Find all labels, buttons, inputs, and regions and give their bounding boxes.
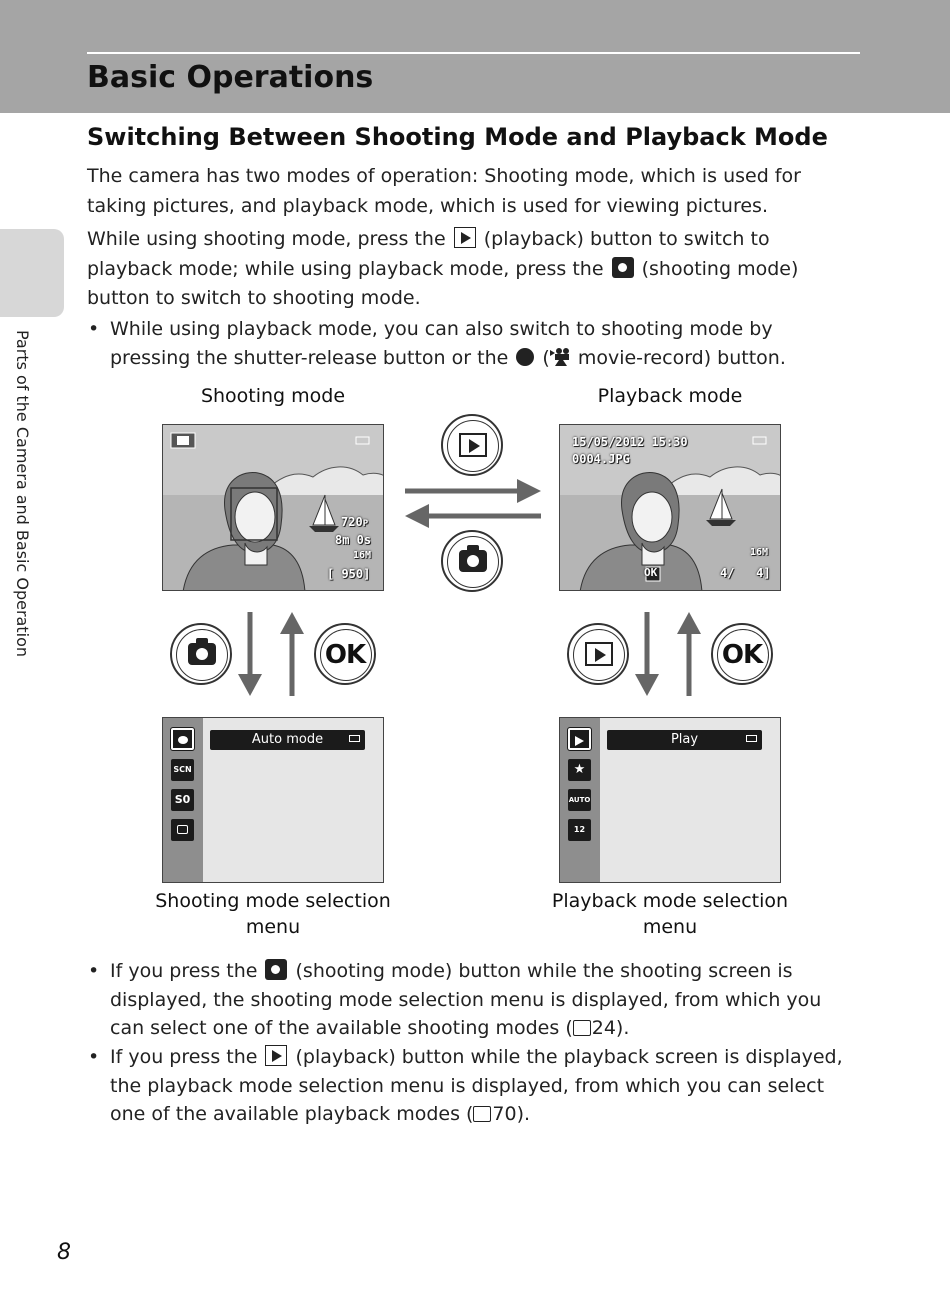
text-span: If you press the bbox=[110, 960, 264, 982]
text-span: While using shooting mode, press the bbox=[87, 228, 452, 250]
movie-quality-suffix: P bbox=[362, 519, 369, 529]
camera-icon bbox=[612, 257, 634, 278]
battery-icon bbox=[746, 735, 757, 742]
text-span: While using playback mode, you can also switch to shooting mode by pressing the shutter-release button or the bbox=[110, 318, 773, 369]
text-span: (shooting mode) button while the shooting screen is displayed, the shooting mode selection menu is displayed, from which you can select one of the available shooting modes ( bbox=[110, 960, 822, 1039]
section-title: Basic Operations bbox=[87, 60, 374, 95]
playback-icon[interactable] bbox=[568, 728, 591, 750]
side-tab bbox=[0, 229, 64, 317]
selected-mode-bar[interactable] bbox=[210, 730, 365, 750]
record-dot-icon bbox=[516, 348, 534, 366]
shooting-mode-button[interactable] bbox=[170, 623, 232, 685]
text-span: movie-record) button. bbox=[571, 346, 786, 369]
page-number: 8 bbox=[57, 1240, 71, 1265]
datetime-readout: 15/05/2012 15:30 bbox=[572, 435, 688, 449]
shooting-mode-caption: Shooting mode bbox=[200, 385, 346, 407]
mode-switch-paragraph bbox=[87, 225, 857, 314]
shooting-menu-arrows bbox=[238, 610, 308, 700]
camera-icon bbox=[459, 550, 487, 572]
page-reference[interactable]: 24 bbox=[591, 1017, 616, 1039]
bullet-item bbox=[87, 315, 857, 372]
movie-time-readout: 8m 0s bbox=[335, 533, 372, 547]
shooting-menu-screen bbox=[162, 717, 384, 883]
camera-icon[interactable] bbox=[171, 728, 194, 750]
page-reference[interactable]: 70 bbox=[492, 1103, 517, 1125]
playback-menu-caption: Playback mode selection menu bbox=[551, 890, 789, 938]
face-icon[interactable] bbox=[171, 819, 194, 841]
playback-menu-screen bbox=[559, 717, 781, 883]
playback-icon bbox=[265, 1045, 287, 1066]
ok-button[interactable] bbox=[711, 623, 773, 685]
text-span: ( bbox=[536, 346, 550, 369]
reference-book-icon bbox=[473, 1106, 491, 1122]
battery-icon bbox=[349, 735, 360, 742]
playback-button[interactable] bbox=[567, 623, 629, 685]
selected-mode-label: Play bbox=[670, 732, 699, 747]
shooting-menu-caption: Shooting mode selection menu bbox=[155, 890, 391, 938]
ok-hint-readout: OK bbox=[644, 566, 658, 579]
movie-camera-icon bbox=[550, 347, 572, 367]
filename-readout: 0004.JPG bbox=[572, 452, 630, 466]
bullet-item bbox=[87, 1043, 857, 1129]
image-size-readout: 16M bbox=[353, 550, 372, 561]
shooting-mode-button[interactable] bbox=[441, 530, 503, 592]
text-span: (playback) button while the playback screen is displayed, the playback mode selection menu is displayed, from which you can select one of the available playback modes ( bbox=[110, 1046, 843, 1125]
scene-icon[interactable]: SCN bbox=[171, 759, 194, 781]
movie-quality-value: 720 bbox=[341, 515, 363, 529]
text-span: ). bbox=[516, 1103, 531, 1125]
playback-icon bbox=[454, 227, 476, 248]
playback-icon bbox=[585, 642, 613, 666]
camera-icon bbox=[265, 959, 287, 980]
frame-counter-readout: 4/ 4] bbox=[720, 566, 771, 580]
image-size-readout: 16M bbox=[750, 547, 769, 558]
camera-icon bbox=[188, 643, 216, 665]
favorite-icon[interactable]: ★ bbox=[568, 759, 591, 781]
header-rule bbox=[87, 52, 860, 54]
bullet-item bbox=[87, 957, 857, 1043]
header-band bbox=[0, 0, 950, 113]
selected-mode-bar[interactable] bbox=[607, 730, 762, 750]
auto-sort-icon[interactable]: AUTO bbox=[568, 789, 591, 811]
mode-switch-arrows bbox=[403, 478, 543, 538]
reference-book-icon bbox=[573, 1020, 591, 1036]
playback-icon bbox=[459, 433, 487, 457]
side-tab-label: Parts of the Camera and Basic Operation bbox=[13, 330, 32, 657]
smart-portrait-icon[interactable]: S0 bbox=[171, 789, 194, 811]
ok-label: OK bbox=[721, 640, 763, 670]
playback-screen bbox=[559, 424, 781, 591]
movie-quality-readout bbox=[341, 515, 368, 529]
playback-menu-arrows bbox=[635, 610, 705, 700]
text-span: ). bbox=[615, 1017, 630, 1039]
text-span: If you press the bbox=[110, 1046, 264, 1068]
selected-mode-label: Auto mode bbox=[251, 732, 324, 747]
ok-button[interactable] bbox=[314, 623, 376, 685]
playback-button[interactable] bbox=[441, 414, 503, 476]
remaining-shots-readout: [ 950] bbox=[327, 567, 371, 581]
text-span: (playback) button to switch to playback mode; while using playback mode, press the bbox=[87, 228, 770, 280]
text-span: (shooting mode) button to switch to shooting mode. bbox=[87, 257, 799, 309]
page-title: Switching Between Shooting Mode and Playback Mode bbox=[87, 123, 828, 151]
playback-mode-caption: Playback mode bbox=[597, 385, 743, 407]
ok-label: OK bbox=[324, 640, 366, 670]
list-by-date-icon[interactable]: 12 bbox=[568, 819, 591, 841]
shooting-screen bbox=[162, 424, 384, 591]
intro-paragraph: The camera has two modes of operation: Shooting mode, which is used for taking pictures, and playback mode, which is used for viewing pictures. bbox=[87, 165, 801, 217]
